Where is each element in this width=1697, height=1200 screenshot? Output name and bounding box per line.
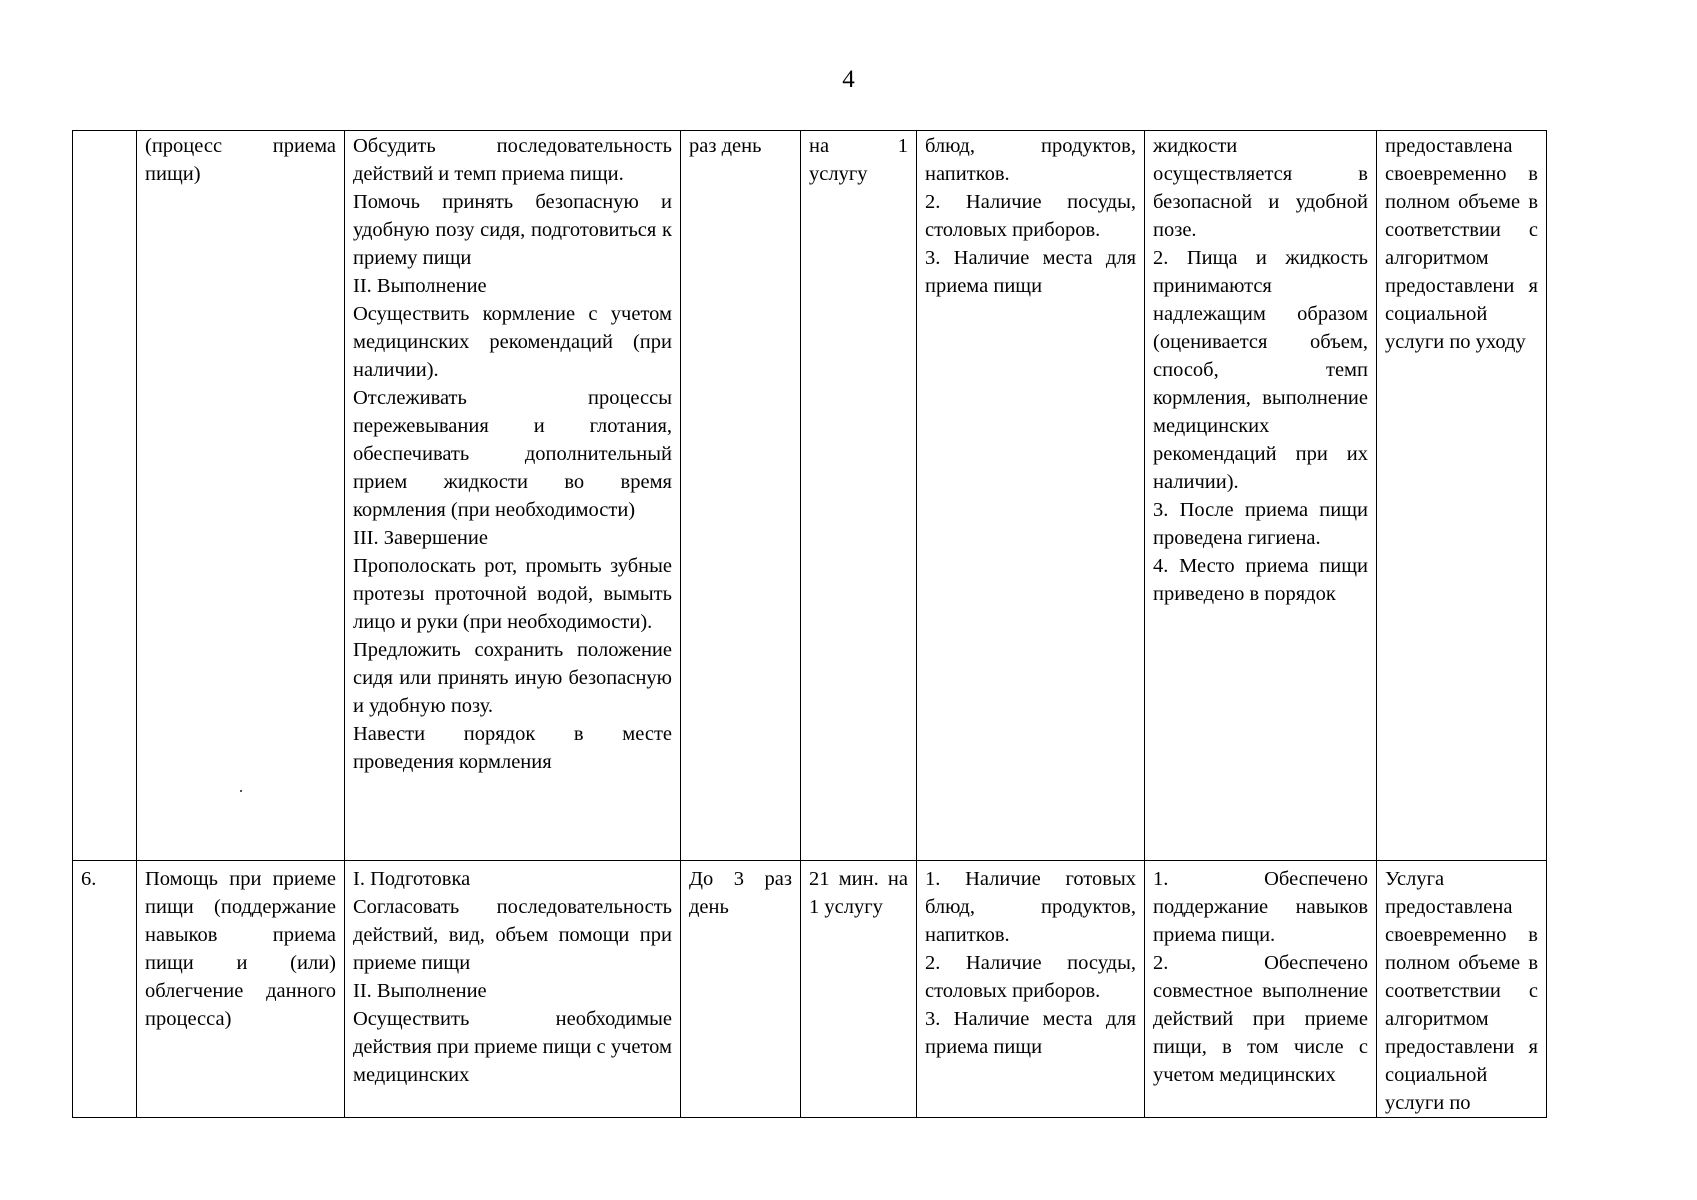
cell-time-norm: 21 мин. на 1 услугу xyxy=(801,861,917,1118)
cell-conditions-line: 2. Наличие посуды, столовых приборов. xyxy=(925,191,1136,241)
cell-conditions-line: 1. Наличие готовых блюд, продуктов, напитков. xyxy=(925,868,1136,946)
cell-number: 6. xyxy=(73,861,137,1118)
cell-service-steps-line: Осуществить кормление с учетом медицинских рекомендаций (при наличии). xyxy=(353,303,672,381)
cell-results-line: 1. Обеспечено поддержание навыков приема пищи. xyxy=(1153,868,1368,946)
table-row xyxy=(73,131,1547,861)
cell-service-steps-line: Прополоскать рот, промыть зубные протезы проточной водой, вымыть лицо и руки (при необходимости). xyxy=(353,555,672,633)
cell-conditions xyxy=(917,861,1145,1118)
services-table xyxy=(72,130,1547,1118)
cell-time-norm: на 1 услугу xyxy=(801,131,917,861)
scan-speck xyxy=(240,790,242,792)
cell-conditions-line: 3. Наличие места для приема пищи xyxy=(925,247,1136,297)
cell-results-line: 3. После приема пищи проведена гигиена. xyxy=(1153,499,1368,549)
cell-quality-line: предоставлена своевременно в полном объеме в соответствии с алгоритмом предоставлени я социальной услуги по уходу xyxy=(1385,135,1538,353)
cell-conditions xyxy=(917,131,1145,861)
cell-number xyxy=(73,131,137,861)
cell-service-name xyxy=(137,861,345,1118)
table-row xyxy=(73,861,1547,1118)
cell-service-steps-line: II. Выполнение xyxy=(353,980,487,1002)
cell-conditions-line: блюд, продуктов, напитков. xyxy=(925,135,1136,185)
cell-service-steps-line: Предложить сохранить положение сидя или принять иную безопасную и удобную позу. xyxy=(353,639,672,717)
cell-frequency: раз день xyxy=(681,131,801,861)
cell-service-name-line: Помощь при приеме пищи (поддержание навыков приема пищи и (или) облегчение данного процесса) xyxy=(145,868,336,1030)
cell-results-line: 2. Обеспечено совместное выполнение действий при приеме пищи, в том числе с учетом медицинских xyxy=(1153,952,1368,1086)
cell-results-line: 2. Пища и жидкость принимаются надлежащим образом (оценивается объем, способ, темп кормления, выполнение медицинских рекомендаций при их наличии). xyxy=(1153,247,1368,493)
cell-service-name xyxy=(137,131,345,861)
cell-conditions-line: 2. Наличие посуды, столовых приборов. xyxy=(925,952,1136,1002)
cell-results xyxy=(1145,131,1377,861)
cell-service-steps-line: I. Подготовка xyxy=(353,868,471,890)
cell-service-steps-line: Обсудить последовательность действий и темп приема пищи. xyxy=(353,135,672,185)
cell-results-line: жидкости осуществляется в безопасной и удобной позе. xyxy=(1153,135,1368,241)
cell-quality xyxy=(1377,861,1547,1118)
cell-service-steps xyxy=(345,861,681,1118)
cell-conditions-line: 3. Наличие места для приема пищи xyxy=(925,1008,1136,1058)
cell-service-steps-line: Согласовать последовательность действий, вид, объем помощи при приеме пищи xyxy=(353,896,672,974)
page-number: 4 xyxy=(842,66,855,93)
cell-service-steps-line: Навести порядок в месте проведения кормления xyxy=(353,723,672,773)
cell-service-steps-line: II. Выполнение xyxy=(353,275,487,297)
cell-quality xyxy=(1377,131,1547,861)
cell-service-steps-line: III. Завершение xyxy=(353,527,488,549)
cell-service-steps-line: Помочь принять безопасную и удобную позу сидя, подготовиться к приему пищи xyxy=(353,191,672,269)
cell-service-steps-line: Осуществить необходимые действия при приеме пищи с учетом медицинских xyxy=(353,1008,672,1086)
cell-results-line: 4. Место приема пищи приведено в порядок xyxy=(1153,555,1368,605)
cell-results xyxy=(1145,861,1377,1118)
cell-service-name-line: (процесс приема пищи) xyxy=(145,135,336,185)
cell-frequency: До 3 раз день xyxy=(681,861,801,1118)
cell-quality-line: Услуга предоставлена своевременно в полном объеме в соответствии с алгоритмом предоставлени я социальной услуги по xyxy=(1385,868,1538,1114)
cell-service-steps xyxy=(345,131,681,861)
cell-service-steps-line: Отслеживать процессы пережевывания и глотания, обеспечивать дополнительный прием жидкости во время кормления (при необходимости) xyxy=(353,387,672,521)
